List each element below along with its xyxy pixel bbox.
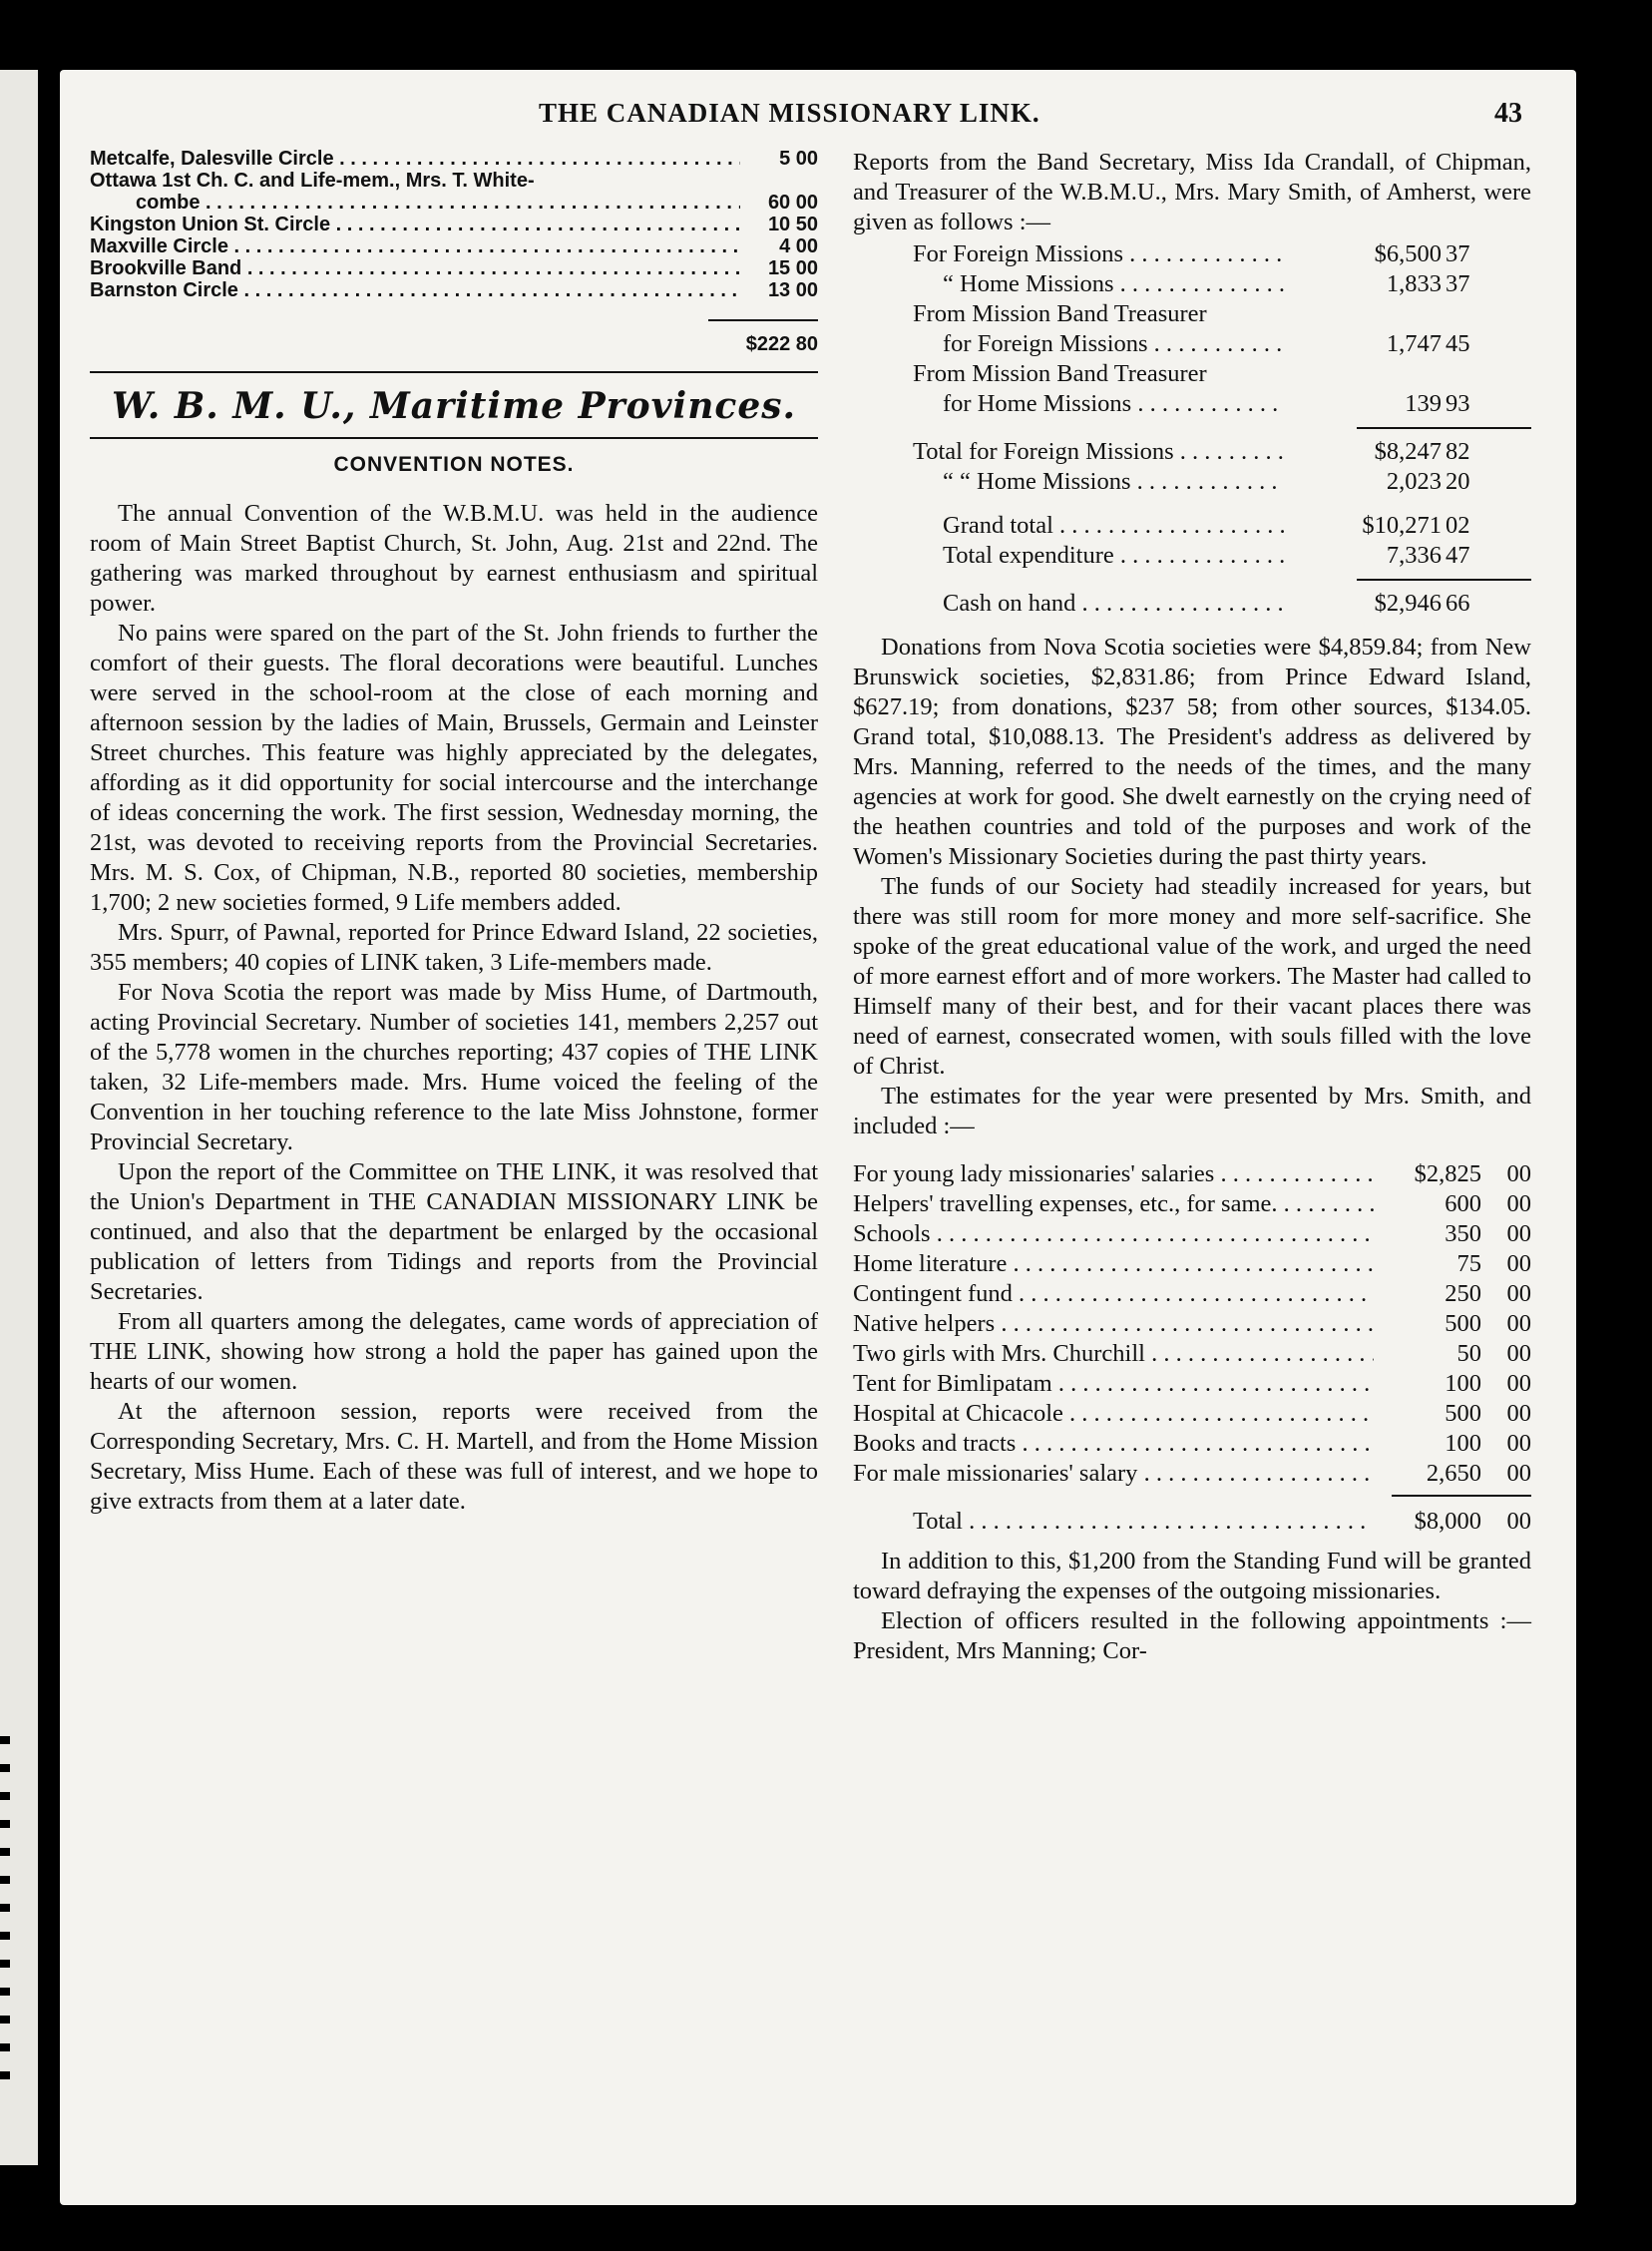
paragraph: The annual Convention of the W.B.M.U. was held in the audience room of Main Street Baptist Church, St. John, Aug. 21st and 22nd. The gathering was marked throughout by earnest enthusiasm and spiritual power.	[90, 500, 818, 617]
estimate-row: For male missionaries' salary . . . 2,650 00	[853, 1459, 1531, 1489]
left-column	[90, 148, 818, 1517]
paragraph: For Nova Scotia the report was made by Miss Hume, of Dartmouth, acting Provincial Secretary. Number of societies 141, members 2,257 out of the 5,778 women in the churches reporting; 437 copies of THE LINK taken, 32 Life-members made. Mrs. Hume voiced the feeling of the Convention in her touching reference to the late Miss Johnstone, former Provincial Secretary.	[90, 979, 818, 1155]
estimates-table	[853, 1159, 1531, 1537]
sum-rule	[1357, 579, 1531, 581]
report-row: “ “ Home Missions . . . 2,023 20	[853, 467, 1531, 497]
report-row: Cash on hand . . . $2,946 66	[853, 589, 1531, 619]
paragraph: From all quarters among the delegates, came words of appreciation of THE LINK, showing how strong a hold the paper has gained upon the hearts of our women.	[90, 1308, 818, 1395]
estimate-row: Books and tracts . . . 100 00	[853, 1429, 1531, 1459]
paragraph: No pains were spared on the part of the St. John friends to further the comfort of their guests. The floral decorations were beautiful. Lunches were served in the school-room at the close of each morning and afternoon session by the ladies of Main, Brussels, Germain and Leinster Street churches. This feature was highly appreciated by the delegates, affording as it did opportunity for social intercourse and the interchange of ideas concerning the work. The first session, Wednesday morning, the 21st, was devoted to receiving reports from the Provincial Secretaries. Mrs. M. S. Cox, of Chipman, N.B., reported 80 societies, membership 1,700; 2 new societies formed, 9 Life members added.	[90, 620, 818, 916]
donation-row: Kingston Union St. Circle . . . 10 50	[90, 214, 818, 235]
report-row: “ Home Missions . . . 1,833 37	[853, 269, 1531, 299]
running-header: THE CANADIAN MISSIONARY LINK.	[539, 98, 1040, 128]
donations-total: $222 80	[708, 319, 818, 355]
paragraph: Reports from the Band Secretary, Miss Ida Crandall, of Chipman, and Treasurer of the W.B.M.U., Mrs. Mary Smith, of Amherst, were given as follows :—	[853, 149, 1531, 235]
paragraph: In addition to this, $1,200 from the Standing Fund will be granted toward defraying the expenses of the outgoing missionaries.	[853, 1548, 1531, 1604]
estimate-row: Contingent fund . . . 250 00	[853, 1279, 1531, 1309]
treasurer-report	[853, 239, 1531, 619]
report-row: Total expenditure . . . 7,336 47	[853, 541, 1531, 571]
report-label: From Mission Band Treasurer	[913, 300, 1207, 327]
treasurer-intro	[853, 148, 1531, 237]
paragraph: Donations from Nova Scotia societies were $4,859.84; from New Brunswick societies, $2,831.86; from Prince Edward Island, $627.19; from donations, $237 58; from other sources, $134.05. Grand total, $10,088.13. The President's address as delivered by Mrs. Manning, referred to the needs of the times, and the many agencies at work for good. She dwelt earnestly on the crying need of the heathen countries and told of the purposes and work of the Women's Missionary Societies during the past thirty years.	[853, 634, 1531, 870]
donation-row: Metcalfe, Dalesville Circle . . . 5 00	[90, 148, 818, 170]
estimate-row: Hospital at Chicacole . . . 500 00	[853, 1399, 1531, 1429]
report-row: for Home Missions . . . 139 93	[853, 389, 1531, 419]
paragraph: At the afternoon session, reports were received from the Corresponding Secretary, Mrs. C. H. Martell, and from the Home Mission Secretary, Miss Hume. Each of these was full of interest, and we hope to give extracts from them at a later date.	[90, 1398, 818, 1515]
report-label: From Mission Band Treasurer	[913, 360, 1207, 387]
section-rule	[90, 371, 818, 373]
donation-row: combe . . . 60 00	[90, 192, 818, 214]
report-row: for Foreign Missions . . . 1,747 45	[853, 329, 1531, 359]
paragraph: The funds of our Society had steadily increased for years, but there was still room for more money and more self-sacrifice. She spoke of the great educational value of the work, and urged the need of more earnest effort and of more workers. The Master had called to Himself many of their best, and for their vacant places there was need of earnest, consecrated women, with souls filled with the love of Christ.	[853, 873, 1531, 1080]
donation-row: Brookville Band . . . 15 00	[90, 257, 818, 279]
right-column	[853, 148, 1531, 1666]
estimate-row: Home literature . . . 75 00	[853, 1249, 1531, 1279]
estimate-row: Helpers' travelling expenses, etc., for same. . . . 600 00	[853, 1189, 1531, 1219]
estimate-row: For young lady missionaries' salaries . . . $2,825 00	[853, 1159, 1531, 1189]
sum-rule	[1392, 1495, 1531, 1497]
spine-edge-marks	[0, 1736, 10, 2095]
section-rule	[90, 437, 818, 439]
report-row: Total for Foreign Missions . . . $8,247 82	[853, 437, 1531, 467]
donation-row: Maxville Circle . . . 4 00	[90, 235, 818, 257]
donations-list	[90, 148, 818, 355]
page-number: 43	[1494, 98, 1522, 129]
paragraph: The estimates for the year were presented by Mrs. Smith, and included :—	[853, 1083, 1531, 1139]
report-row: Grand total . . . $10,271 02	[853, 511, 1531, 541]
estimate-row: Schools . . . 350 00	[853, 1219, 1531, 1249]
donation-row: Ottawa 1st Ch. C. and Life-mem., Mrs. T. White-	[90, 170, 535, 192]
paragraph: Mrs. Spurr, of Pawnal, reported for Prince Edward Island, 22 societies, 355 members; 40 copies of LINK taken, 3 Life-members made.	[90, 919, 818, 976]
estimate-row: Native helpers . . . 500 00	[853, 1309, 1531, 1339]
paragraph: Election of officers resulted in the following appointments :—President, Mrs Manning; Cor-	[853, 1607, 1531, 1664]
notes-heading: CONVENTION NOTES.	[333, 453, 575, 476]
estimate-row: Tent for Bimlipatam . . . 100 00	[853, 1369, 1531, 1399]
donation-row: Barnston Circle . . . 13 00	[90, 279, 818, 301]
paragraph: Upon the report of the Committee on THE LINK, it was resolved that the Union's Department in THE CANADIAN MISSIONARY LINK be continued, and also that the department be enlarged by the occasional publication of letters from Tidings and reports from the Provincial Secretaries.	[90, 1158, 818, 1305]
section-title: W. B. M. U., Maritime Provinces.	[111, 385, 797, 427]
estimate-row: Two girls with Mrs. Churchill . . . 50 00	[853, 1339, 1531, 1369]
estimate-total-row: Total . . . $8,000 00	[853, 1507, 1531, 1537]
report-row: For Foreign Missions . . . $6,500 37	[853, 239, 1531, 269]
sum-rule	[1357, 427, 1531, 429]
